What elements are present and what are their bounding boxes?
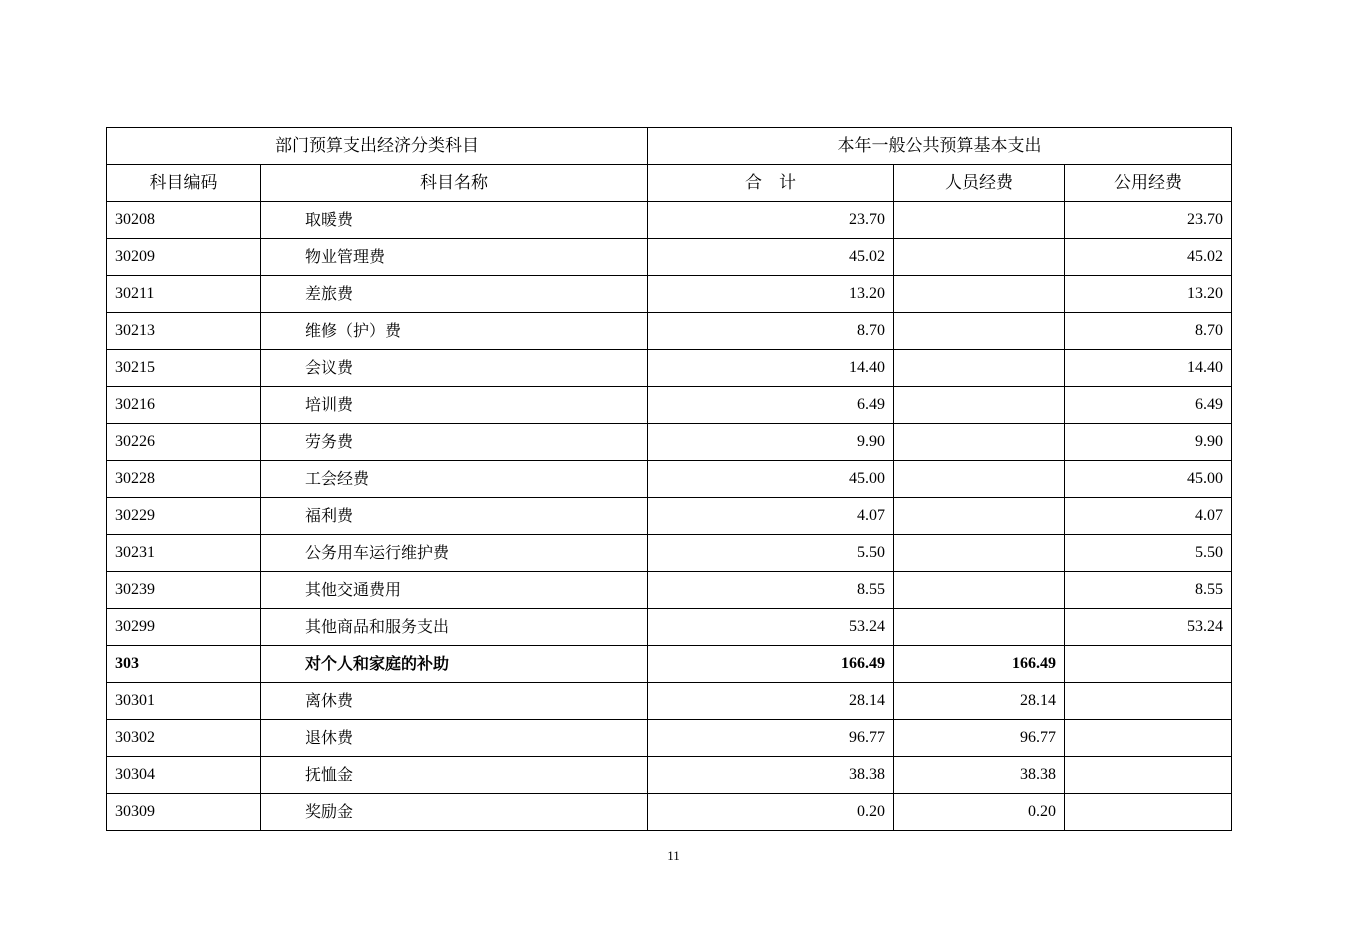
cell-name: 抚恤金 (261, 757, 648, 794)
cell-name: 培训费 (261, 387, 648, 424)
cell-code: 30208 (107, 202, 261, 239)
cell-total: 14.40 (648, 350, 894, 387)
cell-name: 退休费 (261, 720, 648, 757)
page-number: 11 (667, 848, 680, 863)
table-row (107, 646, 1232, 683)
cell-personnel: 38.38 (894, 757, 1065, 794)
cell-personnel (894, 424, 1065, 461)
cell-code: 30216 (107, 387, 261, 424)
cell-public: 13.20 (1065, 276, 1232, 313)
cell-personnel: 166.49 (894, 646, 1065, 683)
cell-personnel (894, 313, 1065, 350)
cell-code: 30302 (107, 720, 261, 757)
cell-total: 45.00 (648, 461, 894, 498)
cell-total: 96.77 (648, 720, 894, 757)
cell-personnel (894, 609, 1065, 646)
cell-total: 166.49 (648, 646, 894, 683)
cell-public (1065, 683, 1232, 720)
cell-public: 14.40 (1065, 350, 1232, 387)
cell-public (1065, 720, 1232, 757)
cell-name: 物业管理费 (261, 239, 648, 276)
cell-code: 30228 (107, 461, 261, 498)
cell-personnel (894, 498, 1065, 535)
table-row (107, 387, 1232, 424)
cell-code: 30226 (107, 424, 261, 461)
cell-public: 5.50 (1065, 535, 1232, 572)
cell-code: 30213 (107, 313, 261, 350)
table-row (107, 276, 1232, 313)
table-row (107, 535, 1232, 572)
table-row (107, 794, 1232, 831)
cell-public: 9.90 (1065, 424, 1232, 461)
cell-total: 23.70 (648, 202, 894, 239)
cell-name: 取暖费 (261, 202, 648, 239)
cell-total: 38.38 (648, 757, 894, 794)
cell-personnel (894, 535, 1065, 572)
cell-code: 30304 (107, 757, 261, 794)
cell-code: 30309 (107, 794, 261, 831)
cell-name: 公务用车运行维护费 (261, 535, 648, 572)
cell-total: 5.50 (648, 535, 894, 572)
cell-public: 8.55 (1065, 572, 1232, 609)
group-header-economic-classification: 部门预算支出经济分类科目 (107, 128, 648, 165)
cell-total: 53.24 (648, 609, 894, 646)
cell-name: 其他商品和服务支出 (261, 609, 648, 646)
table-row (107, 313, 1232, 350)
cell-personnel: 96.77 (894, 720, 1065, 757)
cell-total: 8.55 (648, 572, 894, 609)
cell-public (1065, 646, 1232, 683)
cell-code: 30229 (107, 498, 261, 535)
cell-name: 福利费 (261, 498, 648, 535)
cell-public: 23.70 (1065, 202, 1232, 239)
cell-name: 工会经费 (261, 461, 648, 498)
cell-name: 差旅费 (261, 276, 648, 313)
cell-public (1065, 794, 1232, 831)
cell-total: 45.02 (648, 239, 894, 276)
table-row (107, 239, 1232, 276)
cell-personnel: 28.14 (894, 683, 1065, 720)
table-row (107, 202, 1232, 239)
cell-name: 奖励金 (261, 794, 648, 831)
cell-name: 离休费 (261, 683, 648, 720)
table-row (107, 424, 1232, 461)
cell-code: 30211 (107, 276, 261, 313)
cell-name: 其他交通费用 (261, 572, 648, 609)
cell-personnel (894, 461, 1065, 498)
cell-total: 13.20 (648, 276, 894, 313)
cell-code: 303 (107, 646, 261, 683)
cell-code: 30239 (107, 572, 261, 609)
table-row (107, 720, 1232, 757)
cell-code: 30215 (107, 350, 261, 387)
cell-public: 8.70 (1065, 313, 1232, 350)
cell-total: 9.90 (648, 424, 894, 461)
group-header-basic-expenditure: 本年一般公共预算基本支出 (648, 128, 1232, 165)
cell-code: 30301 (107, 683, 261, 720)
cell-name: 维修（护）费 (261, 313, 648, 350)
cell-personnel: 0.20 (894, 794, 1065, 831)
cell-personnel (894, 239, 1065, 276)
table-row (107, 350, 1232, 387)
table-column-header-row (107, 165, 1232, 202)
cell-public: 45.00 (1065, 461, 1232, 498)
column-header-personnel: 人员经费 (894, 165, 1065, 202)
table-group-header-row (107, 128, 1232, 165)
table-row (107, 461, 1232, 498)
column-header-name: 科目名称 (261, 165, 648, 202)
table-row (107, 757, 1232, 794)
cell-public: 4.07 (1065, 498, 1232, 535)
table-row (107, 498, 1232, 535)
cell-total: 28.14 (648, 683, 894, 720)
cell-public: 53.24 (1065, 609, 1232, 646)
cell-name: 对个人和家庭的补助 (261, 646, 648, 683)
table-row (107, 609, 1232, 646)
table-row (107, 683, 1232, 720)
budget-table (106, 127, 1232, 831)
cell-code: 30299 (107, 609, 261, 646)
table-row (107, 572, 1232, 609)
cell-total: 4.07 (648, 498, 894, 535)
cell-total: 8.70 (648, 313, 894, 350)
column-header-code: 科目编码 (107, 165, 261, 202)
cell-personnel (894, 387, 1065, 424)
cell-name: 会议费 (261, 350, 648, 387)
cell-public (1065, 757, 1232, 794)
cell-personnel (894, 350, 1065, 387)
column-header-total: 合 计 (648, 165, 894, 202)
column-header-public: 公用经费 (1065, 165, 1232, 202)
cell-public: 45.02 (1065, 239, 1232, 276)
cell-public: 6.49 (1065, 387, 1232, 424)
cell-code: 30209 (107, 239, 261, 276)
cell-total: 0.20 (648, 794, 894, 831)
cell-personnel (894, 276, 1065, 313)
cell-personnel (894, 572, 1065, 609)
cell-code: 30231 (107, 535, 261, 572)
cell-total: 6.49 (648, 387, 894, 424)
cell-name: 劳务费 (261, 424, 648, 461)
cell-personnel (894, 202, 1065, 239)
